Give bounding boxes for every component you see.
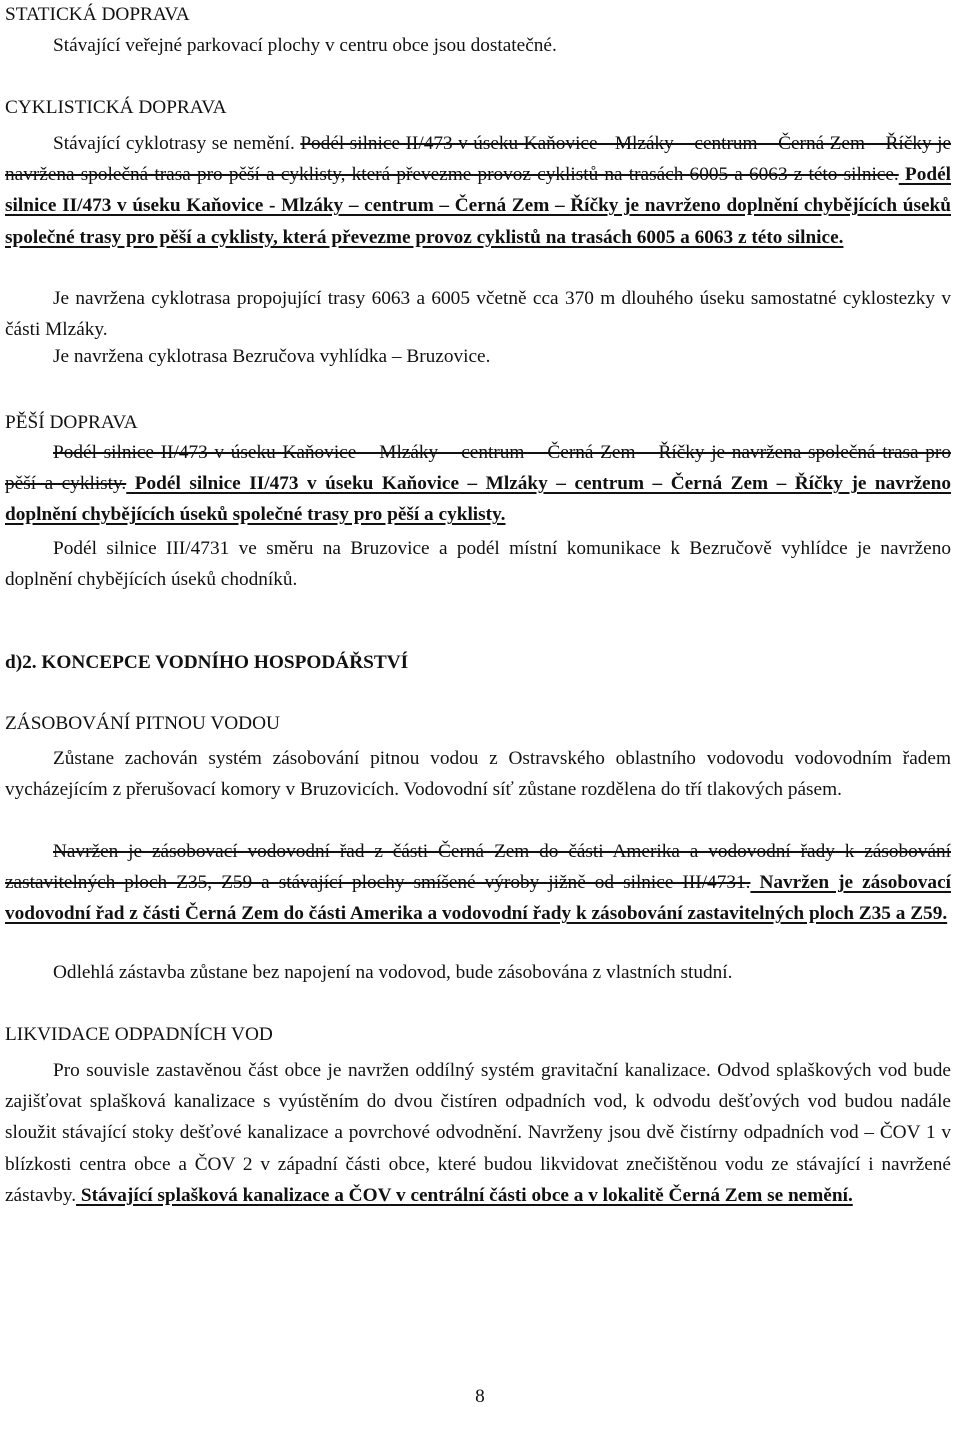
pesi-p1-deleted: Podél silnice II/473 v úseku Kaňovice – Mlzáky – centrum – Černá Zem – Říčky je navržena společná trasa pro pěší a cyklisty.: [5, 442, 951, 495]
likvidace-paragraph-1: [5, 1055, 951, 1211]
heading-zasobovani-pitnou-vodou: ZÁSOBOVÁNÍ PITNOU VODOU: [5, 713, 280, 734]
section-title-vodni-hospodarstvi: d)2. KONCEPCE VODNÍHO HOSPODÁŘSTVÍ: [5, 652, 409, 673]
cyklisticka-paragraph-2: Je navržena cyklotrasa propojující trasy 6063 a 6005 včetně cca 370 m dlouhého úseku samostatné cyklostezky v části Mlzáky.: [5, 288, 951, 341]
pesi-p1-inserted: Podél silnice II/473 v úseku Kaňovice – Mlzáky – centrum – Černá Zem – Říčky je navrženo doplnění chybějících úseků společné trasy pro pěší a cyklisty.: [5, 473, 951, 526]
cyklisticka-p1-deleted: Podél silnice II/473 v úseku Kaňovice - Mlzáky – centrum – Černá Zem – Říčky je navržena společná trasa pro pěší a cyklisty, která převezme provoz cyklistů na trasách 6005 a 6063 z této silnice.: [5, 133, 952, 186]
heading-pesi-doprava: PĚŠÍ DOPRAVA: [5, 412, 138, 433]
cyklisticka-p1-inserted: Podél silnice II/473 v úseku Kaňovice - Mlzáky – centrum – Černá Zem – Říčky je navrženo doplnění chybějících úseků společné trasy pro pěší a cyklisty, která převezme provoz cyklistů na trasách 6005 a 6063 z této silnice.: [5, 164, 951, 248]
cyklisticka-p1-plain: Stávající cyklotrasy se nemění.: [53, 133, 301, 154]
zasobovani-p2-deleted: Navržen je zásobovací vodovodní řad z části Černá Zem do části Amerika a vodovodní řady k zásobování zastavitelných ploch Z35, Z59 a stávající plochy smíšené výroby jižně od silnice III/4731.: [5, 841, 951, 894]
zasobovani-p2-inserted: Navržen je zásobovací vodovodní řad z části Černá Zem do části Amerika a vodovodní řady k zásobování zastavitelných ploch Z35 a Z59.: [5, 872, 951, 925]
pesi-paragraph-1: [5, 437, 951, 531]
likvidace-p1-inserted: Stávající splašková kanalizace a ČOV v centrální části obce a v lokalitě Černá Zem se nemění.: [76, 1184, 853, 1206]
cyklisticka-paragraph-1: [5, 128, 951, 253]
heading-likvidace-odpadnich-vod: LIKVIDACE ODPADNÍCH VOD: [5, 1024, 273, 1045]
zasobovani-paragraph-2: [5, 836, 951, 930]
likvidace-p1-text: Pro souvisle zastavěnou část obce je navržen oddílný systém gravitační kanalizace. Odvod splaškových vod bude zajišťovat splašková kanalizace s vyústěním do dvou čistíren odpadních vod, k odvodu dešťových vod budou nadále sloužit stávající stoky dešťové kanalizace a povrchové odvodnění. Navrženy jsou dvě čistírny odpadních vod – ČOV 1 v blízkosti centra obce a ČOV 2 v západní části obce, které budou likvidovat znečištěnou vodu ze stávající i navržené zástavby.: [5, 1060, 951, 1206]
staticka-text: Stávající veřejné parkovací plochy v centru obce jsou dostatečné.: [53, 35, 557, 56]
page-number: 8: [475, 1386, 485, 1407]
pesi-paragraph-2: Podél silnice III/4731 ve směru na Bruzovice a podél místní komunikace k Bezručově vyhlídce je navrženo doplnění chybějících úseků chodníků.: [5, 538, 951, 591]
zasobovani-paragraph-1: Zůstane zachován systém zásobování pitnou vodou z Ostravského oblastního vodovodu vodovodním řadem vycházejícím z přerušovací komory v Bruzovicích. Vodovodní síť zůstane rozdělena do tří tlakových pásem.: [5, 748, 951, 801]
zasobovani-paragraph-3: Odlehlá zástavba zůstane bez napojení na vodovod, bude zásobována z vlastních studní.: [53, 962, 733, 983]
cyklisticka-paragraph-3: Je navržena cyklotrasa Bezručova vyhlídka – Bruzovice.: [53, 346, 491, 367]
heading-staticka-doprava: STATICKÁ DOPRAVA: [5, 4, 190, 25]
heading-cyklisticka-doprava: CYKLISTICKÁ DOPRAVA: [5, 97, 227, 118]
